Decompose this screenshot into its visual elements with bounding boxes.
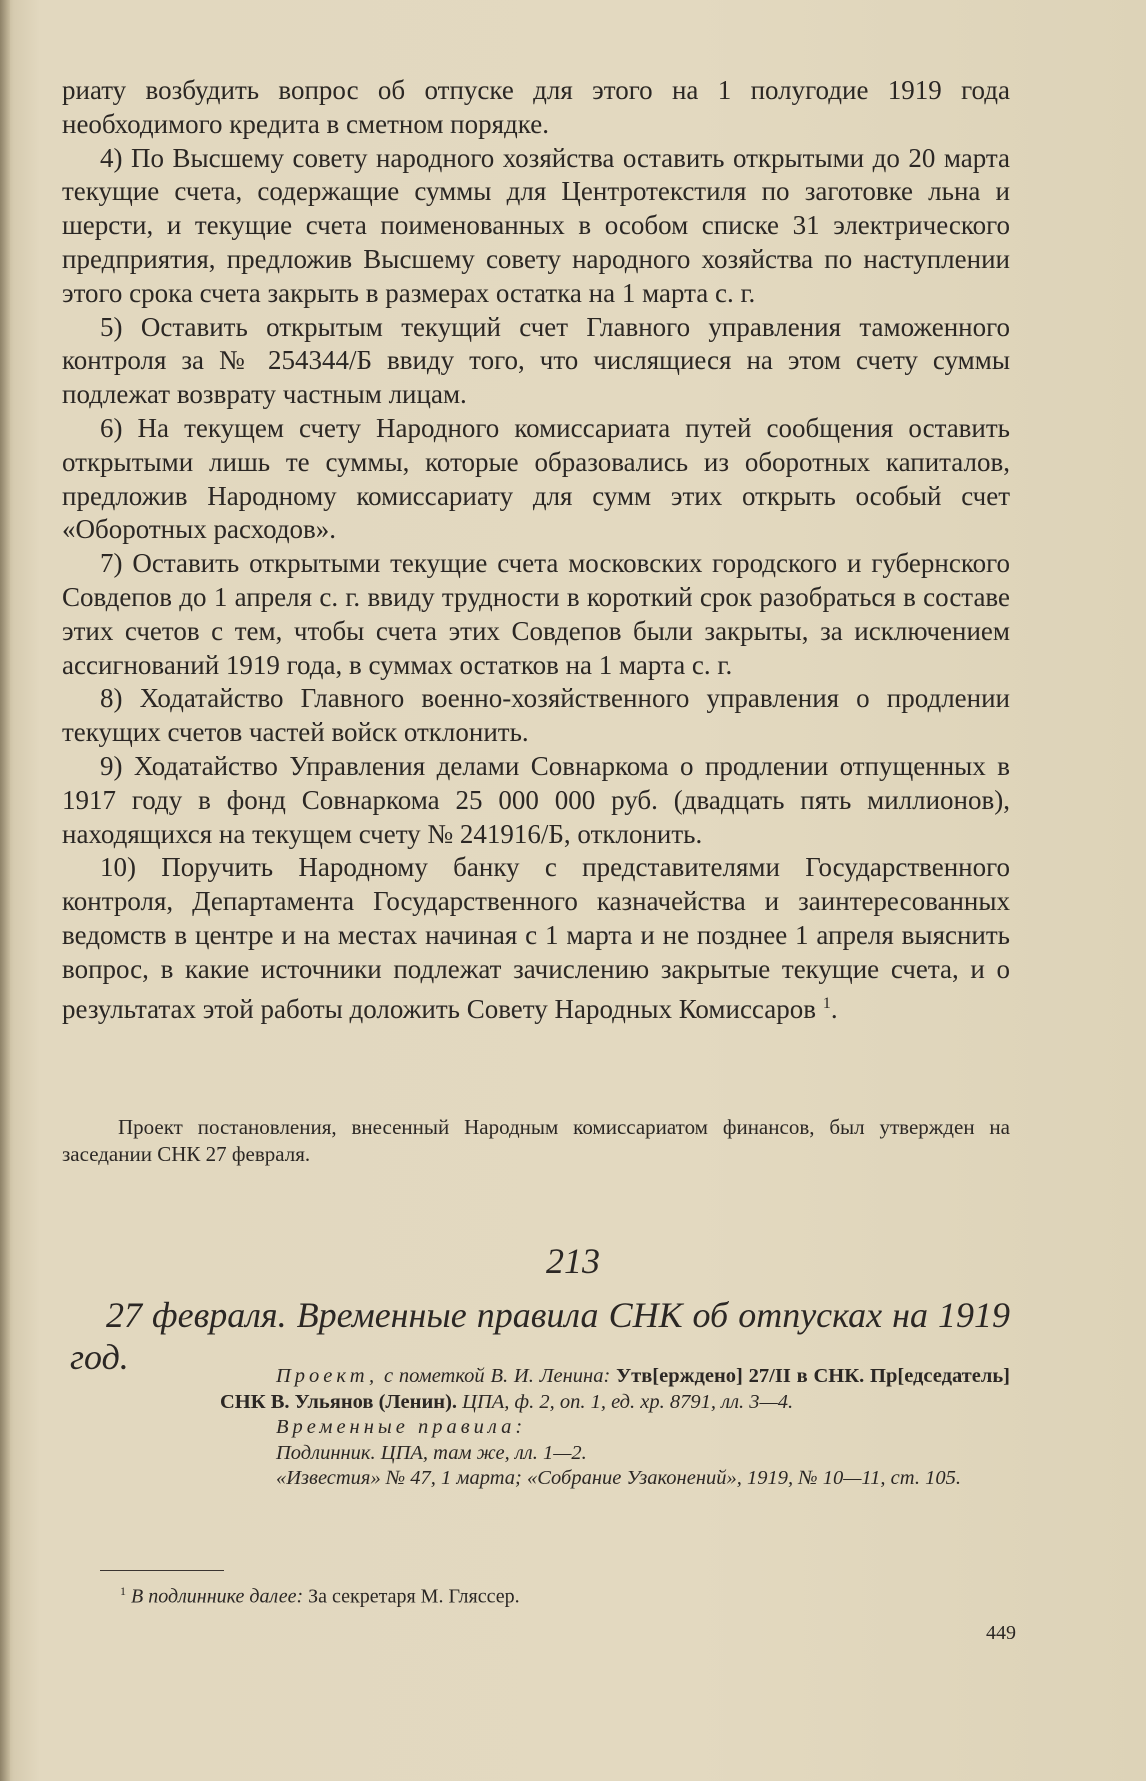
source-line-original: Подлинник. ЦПА, там же, лл. 1—2. <box>276 1441 587 1464</box>
source-references <box>220 1364 1010 1492</box>
page-spine-shadow <box>0 0 10 1781</box>
source-line-publications: «Известия» № 47, 1 марта; «Собрание Узаконений», 1919, № 10—11, ст. 105. <box>276 1467 961 1489</box>
paragraph-end-period: . <box>830 993 838 1024</box>
paragraph-continuation: риату возбудить вопрос об отпуске для этого на 1 полугодие 1919 года необходимого кредита в сметном порядке. <box>62 75 1010 139</box>
source-rules-label: Временные правила: <box>276 1416 527 1438</box>
paragraph-item-10-text: 10) Поручить Народному банку с представителями Государственного контроля, Департамента Государственного казначейства и заинтересованных ведомств в центре и на местах начиная с 1 марта и не позднее 1 апреля выяснить вопрос, в какие источники подлежат зачислению закрытые текущие счета, и о результатах этой работы доложить Совету Народных Комиссаров <box>62 852 1010 1024</box>
paragraph-item-10 <box>62 851 1010 1026</box>
footnote-divider <box>100 1570 224 1571</box>
paragraph-item-6: 6) На текущем счету Народного комиссариата путей сообщения оставить открытыми лишь те суммы, которые образовались из оборотных капиталов, предложив Народному комиссариату для сумм этих открыть особый счет «Оборотных расходов». <box>62 412 1010 545</box>
footnote <box>120 1578 1000 1610</box>
footnote-text: За секретаря М. Гляссер. <box>308 1585 520 1608</box>
source-draft-approval: Утв[ерждено] 27/II в СНК. Пр[едседатель] СНК В. Ульянов (Ленин). <box>220 1365 1011 1413</box>
page-number: 449 <box>986 1622 1016 1644</box>
document-number: 213 <box>546 1241 600 1281</box>
editorial-note: Проект постановления, внесенный Народным комиссариатом финансов, был утвержден на заседании СНК 27 февраля. <box>62 1115 1010 1166</box>
footnote-italic: В подлиннике далее: <box>131 1585 304 1608</box>
paragraph-item-9: 9) Ходатайство Управления делами Совнаркома о продлении отпущенных в 1917 году в фонд Совнаркома 25 000 000 руб. (двадцать пять миллионов), находящихся на текущем счету № 241916/Б, отклонить. <box>62 750 1010 849</box>
footnote-number: 1 <box>120 1584 126 1598</box>
source-draft-archive: ЦПА, ф. 2, оп. 1, ед. хр. 8791, лл. 3—4. <box>462 1390 794 1413</box>
source-line-draft <box>220 1364 1010 1415</box>
main-text <box>62 74 1010 1026</box>
footnote-marker: 1 <box>822 993 831 1012</box>
document-title: 27 февраля. Временные правила СНК об отпусках на 1919 год. <box>70 1295 1010 1377</box>
source-line-rules-label <box>220 1415 1010 1441</box>
paragraph-item-7: 7) Оставить открытыми текущие счета московских городского и губернского Совдепов до 1 апреля с. г. ввиду трудности в короткий срок разобраться в составе этих счетов с тем, чтобы счета этих Совдепов были закрыты, за исключением ассигнований 1919 года, в суммах остатков на 1 марта с. г. <box>62 548 1010 680</box>
paragraph-item-8: 8) Ходатайство Главного военно-хозяйственного управления о продлении текущих счетов частей войск отклонить. <box>62 683 1010 748</box>
paragraph-item-5: 5) Оставить открытым текущий счет Главного управления таможенного контроля за № 254344/Б ввиду того, что числящиеся на этом счету суммы подлежат возврату частным лицам. <box>62 311 1010 410</box>
source-draft-label: Проект, <box>276 1365 379 1387</box>
source-draft-note: с пометкой В. И. Ленина: <box>383 1365 611 1387</box>
paragraph-item-4: 4) По Высшему совету народного хозяйства оставить открытыми до 20 марта текущие счета, содержащие суммы для Центротекстиля по заготовке льна и шерсти, и текущие счета поименованных в особом списке 31 электрического предприятия, предложив Высшему совету народного хозяйства по наступлении этого срока счета закрыть в размерах остатка на 1 марта с. г. <box>62 142 1010 308</box>
